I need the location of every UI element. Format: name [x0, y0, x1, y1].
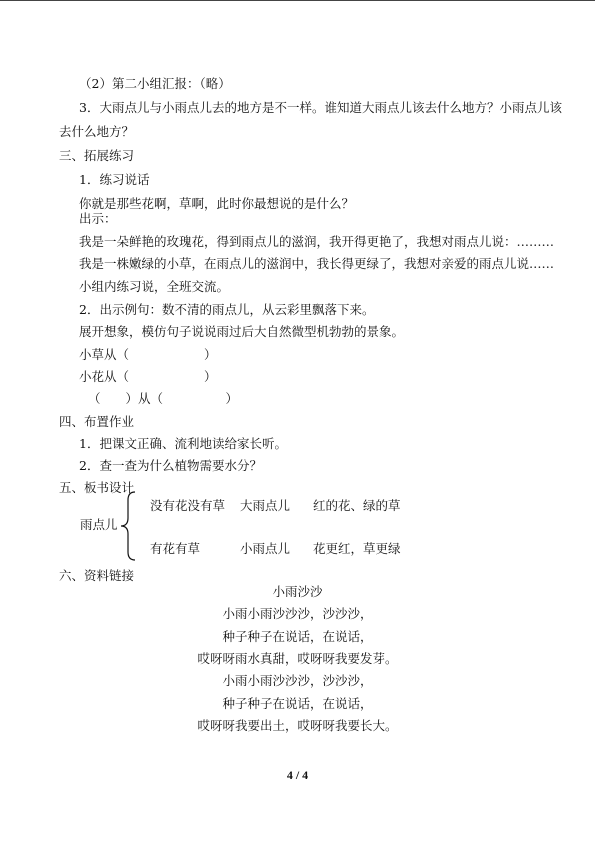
section-6-heading: 六、资料链接: [59, 568, 135, 583]
exercise-1-question: 你就是那些花啊，草啊，此时你最想说的是什么？: [79, 196, 355, 211]
board-row2-col1: 有花有草: [150, 541, 201, 556]
board-row1-col3: 红的花、绿的草: [313, 498, 401, 513]
poem-title: 小雨沙沙: [272, 584, 323, 599]
board-row2-col3: 花更红，草更绿: [313, 541, 401, 556]
grass-sentence: 我是一株嫩绿的小草，在雨点儿的滋润中，我长得更绿了，我想对亲爱的雨点儿说……: [79, 256, 555, 271]
section-3-heading: 三、拓展练习: [59, 148, 135, 163]
group-report-line: （2）第二小组汇报：（略）: [79, 76, 231, 91]
exercise-2-line: 2．出示例句：数不清的雨点儿，从云彩里飘落下来。: [79, 302, 375, 317]
page-number: 4 / 4: [286, 768, 309, 782]
imagine-line: 展开想象，模仿句子说说雨过后大自然微型机勃勃的景象。: [79, 324, 405, 339]
exercise-1-heading: 1．练习说话: [79, 172, 150, 187]
homework-1: 1．把课文正确、流利地读给家长听。: [79, 436, 287, 451]
question-3-line1: 3．大雨点儿与小雨点儿去的地方是不一样。谁知道大雨点儿该去什么地方？小雨点儿该: [79, 100, 562, 115]
group-practice-line: 小组内练习说，全班交流。: [79, 279, 230, 294]
fill-blank-flower: 小花从（ ）: [79, 369, 217, 384]
poem-line: 种子种子在说话，在说话，: [222, 629, 373, 644]
curly-brace-icon: [119, 490, 139, 562]
poem-line: 种子种子在说话，在说话，: [222, 696, 373, 711]
show-label: 出示：: [79, 211, 117, 226]
board-row1-col2: 大雨点儿: [240, 498, 291, 513]
board-row2-col2: 小雨点儿: [240, 541, 291, 556]
section-5-heading: 五、板书设计: [59, 480, 135, 495]
homework-2: 2．查一查为什么植物需要水分？: [79, 458, 262, 473]
rose-sentence: 我是一朵鲜艳的玫瑰花，得到雨点儿的滋润，我开得更艳了，我想对雨点儿说：………: [79, 234, 555, 249]
poem-line: 小雨小雨沙沙沙，沙沙沙，: [222, 606, 373, 621]
poem-line: 小雨小雨沙沙沙，沙沙沙，: [222, 673, 373, 688]
page-top-border: [0, 0, 595, 1]
poem-line: 哎呀呀我要出土，哎呀呀我要长大。: [197, 718, 398, 733]
question-3-line2: 去什么地方？: [59, 124, 135, 139]
board-title: 雨点儿: [80, 517, 118, 532]
fill-blank-grass: 小草从（ ）: [79, 347, 217, 362]
poem-line: 哎呀呀雨水真甜，哎呀呀我要发芽。: [197, 651, 398, 666]
board-row1-col1: 没有花没有草: [150, 498, 226, 513]
section-4-heading: 四、布置作业: [59, 414, 135, 429]
fill-blank-open: （ ）从（ ）: [88, 391, 239, 406]
